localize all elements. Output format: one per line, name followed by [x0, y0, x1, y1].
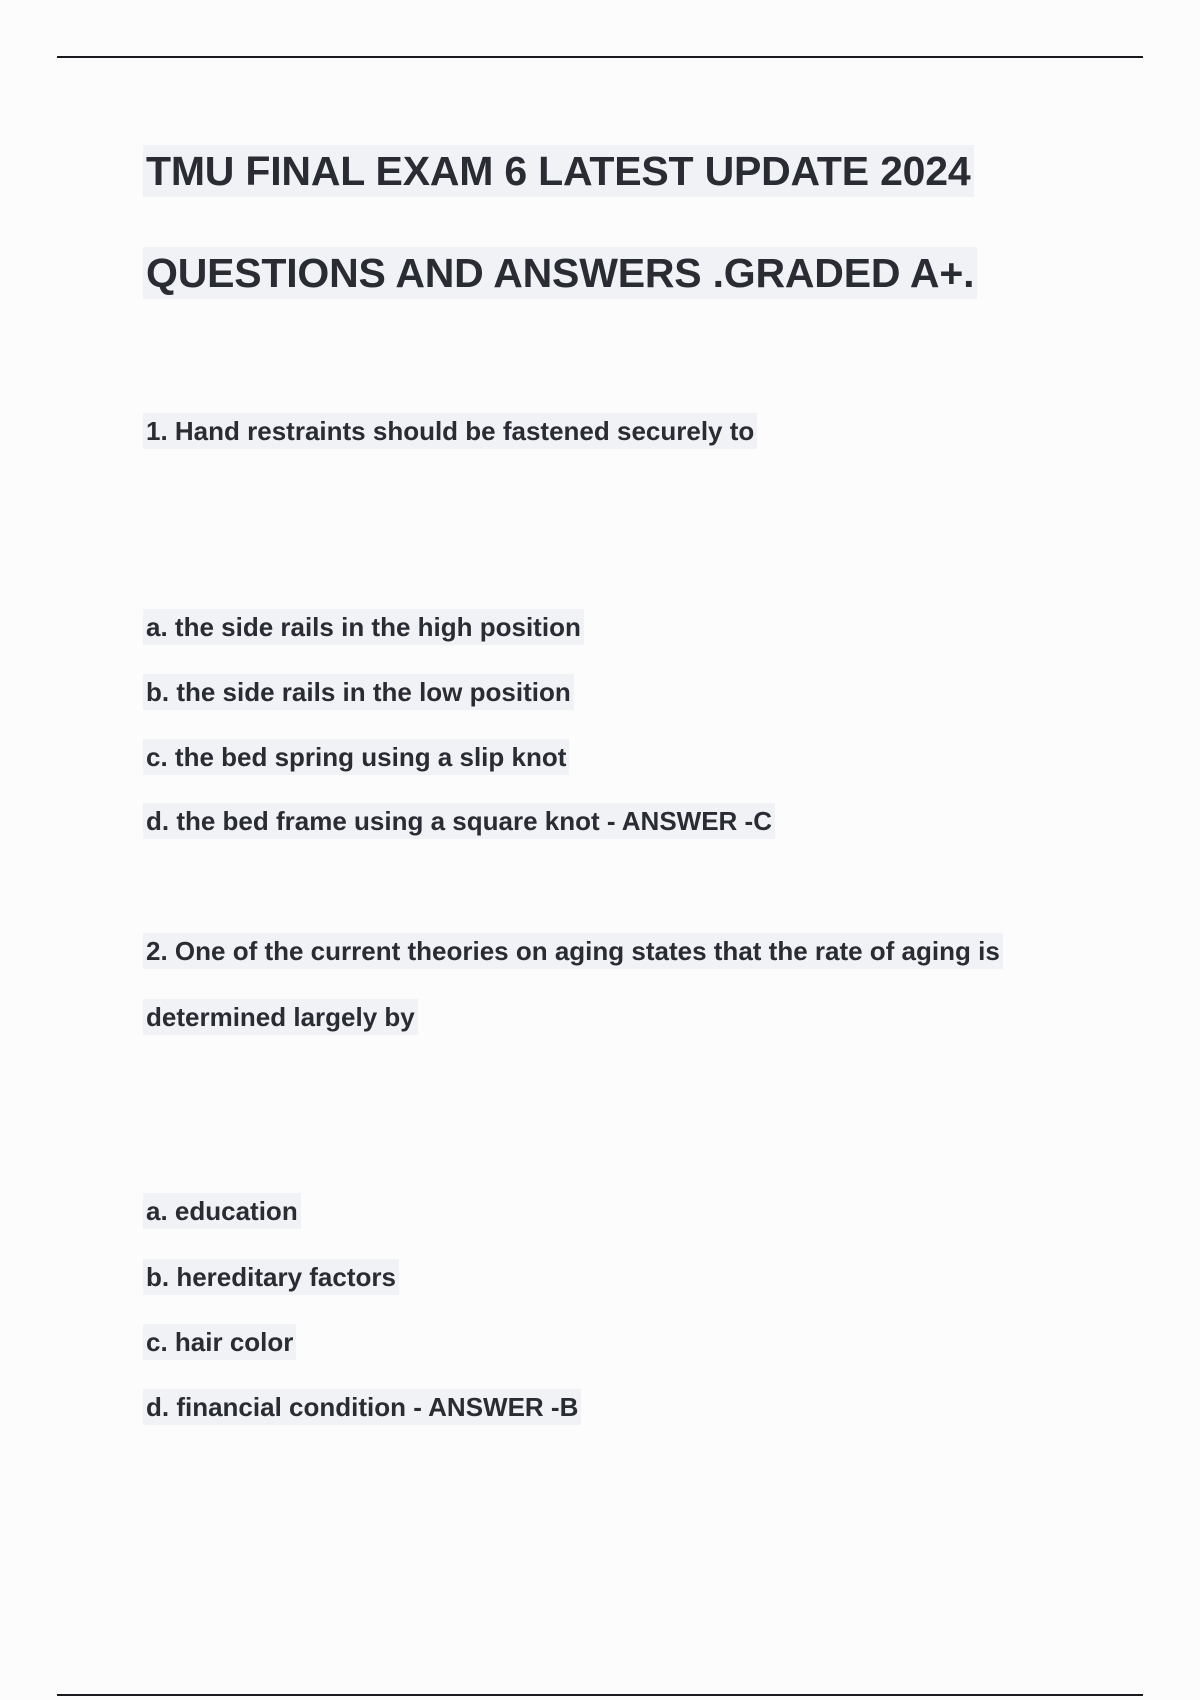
document-title-line-1: TMU FINAL EXAM 6 LATEST UPDATE 2024 — [146, 145, 974, 197]
question-1-option-d: d. the bed frame using a square knot - ANSWER -C — [146, 803, 775, 839]
question-1-option-b: b. the side rails in the low position — [146, 674, 574, 710]
top-rule — [57, 56, 1143, 58]
question-1-option-a: a. the side rails in the high position — [146, 609, 584, 645]
question-2-option-c: c. hair color — [146, 1324, 296, 1360]
question-2-stem-line-2: determined largely by — [146, 999, 418, 1035]
question-2-option-d: d. financial condition - ANSWER -B — [146, 1389, 581, 1425]
document-title-line-2: QUESTIONS AND ANSWERS .GRADED A+. — [146, 247, 977, 299]
question-2-option-b: b. hereditary factors — [146, 1259, 399, 1295]
question-2-stem-line-1: 2. One of the current theories on aging states that the rate of aging is — [146, 933, 1003, 969]
bottom-rule — [57, 1694, 1143, 1696]
question-1-stem: 1. Hand restraints should be fastened securely to — [146, 413, 757, 449]
question-2-option-a: a. education — [146, 1193, 301, 1229]
question-1-option-c: c. the bed spring using a slip knot — [146, 739, 569, 775]
